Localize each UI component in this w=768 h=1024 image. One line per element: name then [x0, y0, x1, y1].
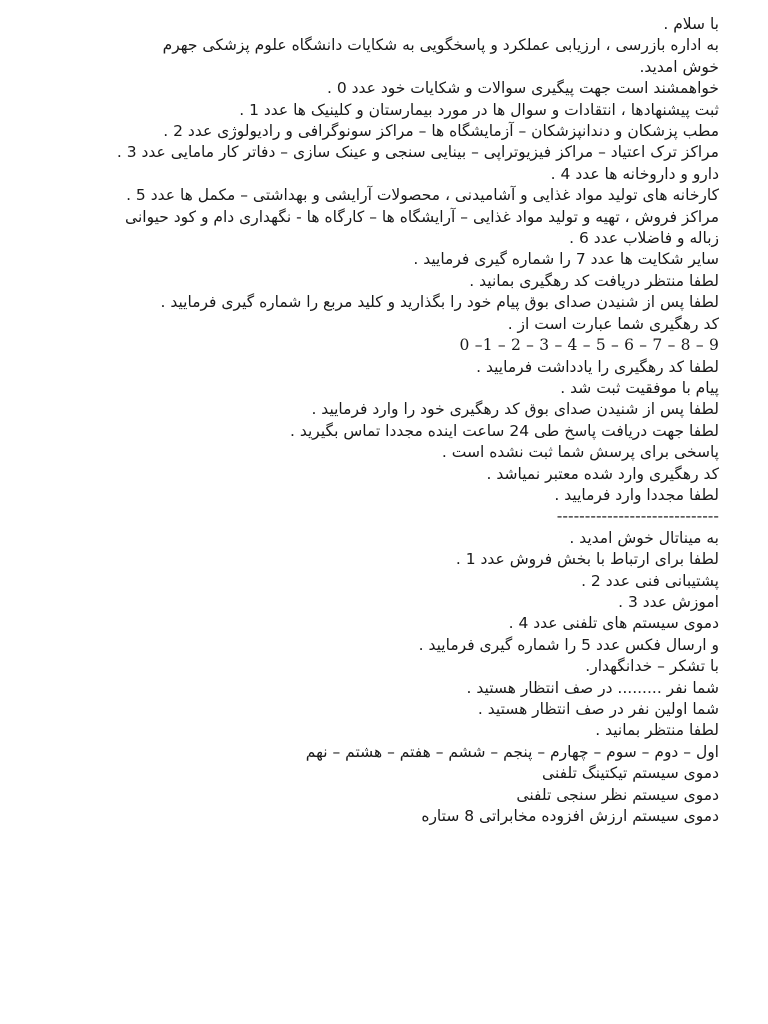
text-line: لطفا پس از شنیدن صدای بوق کد رهگیری خود را وارد فرمایید . [311, 400, 719, 419]
text-line: اموزش عدد 3 . [618, 592, 719, 611]
text-line: و ارسال فکس عدد 5 را شماره گیری فرمایید . [418, 635, 719, 654]
document-body [30, 14, 719, 827]
section-separator: ----------------------------- [556, 507, 719, 526]
text-line: با تشکر – خدانگهدار. [585, 657, 719, 676]
text-line: زباله و فاضلاب عدد 6 . [569, 229, 719, 248]
text-line: به اداره بازرسی ، ارزیابی عملکرد و پاسخگویی به شکایات دانشگاه علوم پزشکی جهرم [162, 36, 719, 55]
text-line: دارو و داروخانه ها عدد 4 . [550, 164, 719, 183]
text-line: کد رهگیری وارد شده معتبر نمیاشد . [486, 464, 719, 483]
text-line: شما نفر ......... در صف انتظار هستید . [466, 678, 719, 697]
text-line: ثبت پیشنهادها ، انتقادات و سوال ها در مورد بیمارستان و کلینیک ها عدد 1 . [239, 100, 719, 119]
text-line: لطفا منتظر بمانید . [595, 721, 719, 740]
text-line: مطب پزشکان و دندانپزشکان – آزمایشگاه ها – مراکز سونوگرافی و رادیولوژی عدد 2 . [163, 122, 719, 141]
text-line: مراکز فروش ، تهیه و تولید مواد غذایی – آرایشگاه ها – کارگاه ها - نگهداری دام و کود حیوانی [125, 207, 719, 226]
text-line: لطفا کد رهگیری را یادداشت فرمایید . [476, 357, 719, 376]
text-line: به میناتال خوش امدید . [569, 528, 719, 547]
text-line: سایر شکایت ها عدد 7 را شماره گیری فرمایید . [413, 250, 719, 269]
tracking-code-digits: 9 – 8 – 7 – 6 – 5 – 4 – 3 – 2 – 1– 0 [459, 336, 719, 355]
text-line: دموی سیستم های تلفنی عدد 4 . [508, 614, 719, 633]
text-line: دموی سیستم ارزش افزوده مخابراتی 8 ستاره [421, 807, 719, 826]
text-line: اول – دوم – سوم – چهارم – پنجم – ششم – هفتم – هشتم – نهم [305, 742, 719, 761]
text-line: پاسخی برای پرسش شما ثبت نشده است . [441, 443, 719, 462]
text-line: لطفا منتظر دریافت کد رهگیری بمانید . [469, 271, 719, 290]
text-line: خواهمشند است جهت پیگیری سوالات و شکایات خود عدد 0 . [326, 79, 719, 98]
text-line: مراکز ترک اعتیاد – مراکز فیزیوتراپی – بینایی سنجی و عینک سازی – دفاتر کار مامایی عدد 3 . [116, 143, 719, 162]
text-line: کد رهگیری شما عبارت است از . [507, 314, 719, 333]
text-line: لطفا پس از شنیدن صدای بوق پیام خود را بگذارید و کلید مربع را شماره گیری فرمایید . [160, 293, 719, 312]
text-line: با سلام . [663, 15, 719, 33]
text-line: دموی سیستم نظر سنجی تلفنی [516, 785, 719, 804]
text-line: شما اولین نفر در صف انتظار هستید . [477, 700, 719, 718]
text-line: کارخانه های تولید مواد غذایی و آشامیدنی ، محصولات آرایشی و بهداشتی – مکمل ها عدد 5 . [126, 186, 719, 205]
text-line: لطفا مجددا وارد فرمایید . [554, 485, 719, 504]
text-line: لطفا جهت دریافت پاسخ طی 24 ساعت اینده مجددا تماس بگیرید . [289, 421, 719, 440]
text-line: پشتیبانی فنی عدد 2 . [581, 571, 719, 590]
text-line: پیام با موفقیت ثبت شد . [560, 378, 719, 397]
text-line: خوش امدید. [639, 57, 719, 76]
text-line: لطفا برای ارتباط با بخش فروش عدد 1 . [455, 550, 719, 569]
text-line: دموی سیستم تیکتینگ تلفنی [542, 764, 719, 783]
